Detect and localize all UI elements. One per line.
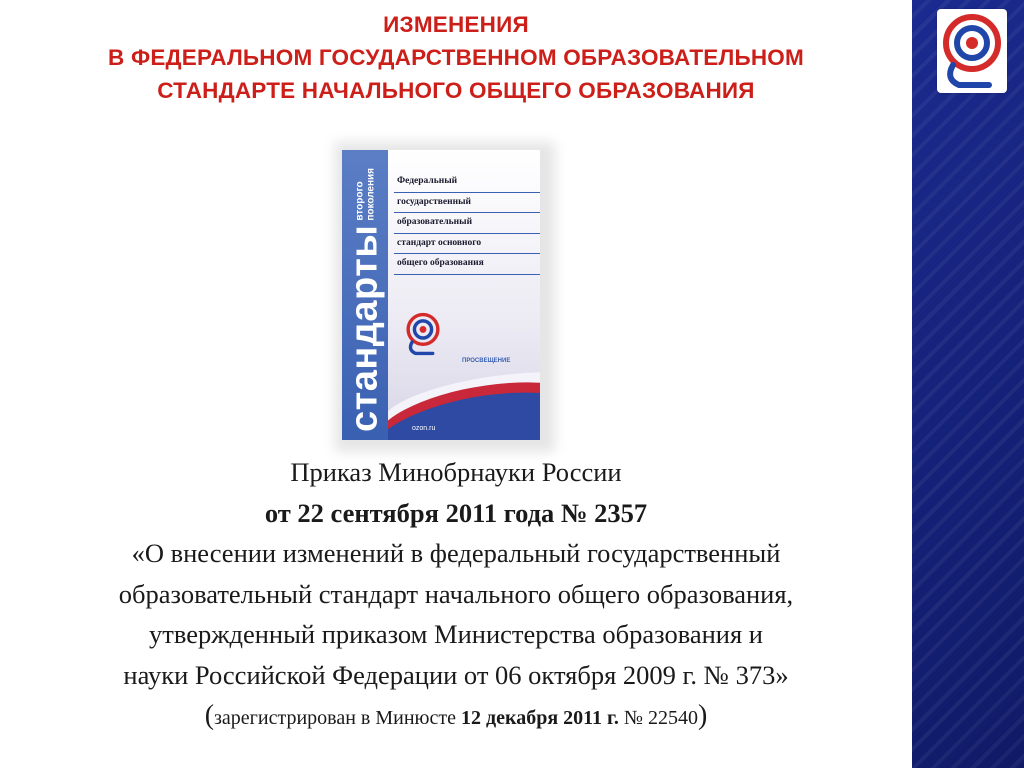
paren-open: ( (204, 700, 215, 731)
cover-title-lines (394, 172, 540, 275)
registration-line (0, 695, 912, 739)
standards-logo-icon (402, 310, 444, 358)
cover-line: Федеральный (394, 172, 540, 193)
title-line-2: В ФЕДЕРАЛЬНОМ ГОСУДАРСТВЕННОМ ОБРАЗОВАТЕЛЬНОМ (108, 45, 804, 70)
order-line-4: образовательный стандарт начального общего образования, (118, 578, 794, 609)
publisher-name: ПРОСВЕЩЕНИЕ (462, 358, 511, 364)
paren-close: ) (697, 700, 708, 731)
order-line-2: от 22 сентября 2011 года № 2357 (264, 497, 648, 528)
order-description (0, 452, 912, 739)
ozon-watermark: ozon.ru (412, 425, 436, 432)
cover-line: образовательный (394, 213, 540, 234)
spine-text (344, 168, 387, 432)
title-line-3: СТАНДАРТЕ НАЧАЛЬНОГО ОБЩЕГО ОБРАЗОВАНИЯ (157, 78, 755, 103)
registration-text: зарегистрирован в Минюсте (214, 707, 461, 729)
title-line-1: ИЗМЕНЕНИЯ (383, 12, 529, 37)
registration-number: № 22540 (618, 707, 698, 729)
spine-subtitle-2: поколения (365, 167, 376, 221)
spine-title: стандарты (343, 224, 386, 433)
cover-line: стандарт основного (394, 234, 540, 255)
book-cover-image (342, 150, 540, 440)
book-spine (342, 150, 388, 440)
order-line-3: «О внесении изменений в федеральный государственный (131, 538, 781, 568)
band-stripes (912, 0, 1024, 768)
side-decoration-band (912, 0, 1024, 768)
slide-title (0, 8, 912, 107)
cover-line: государственный (394, 193, 540, 214)
order-line-1: Приказ Минобрнауки России (290, 457, 622, 487)
registration-date: 12 декабря 2011 г. (460, 707, 619, 729)
order-line-5: утвержденный приказом Министерства образования и (149, 619, 763, 649)
corner-logo (937, 9, 1007, 93)
order-line-6: науки Российской Федерации от 06 октября 2009 г. № 373» (123, 659, 789, 690)
spine-subtitle-1: второго (354, 181, 365, 221)
spine-subtitle (354, 168, 376, 221)
standards-logo-icon (937, 9, 1007, 93)
cover-line: общего образования (394, 254, 540, 275)
